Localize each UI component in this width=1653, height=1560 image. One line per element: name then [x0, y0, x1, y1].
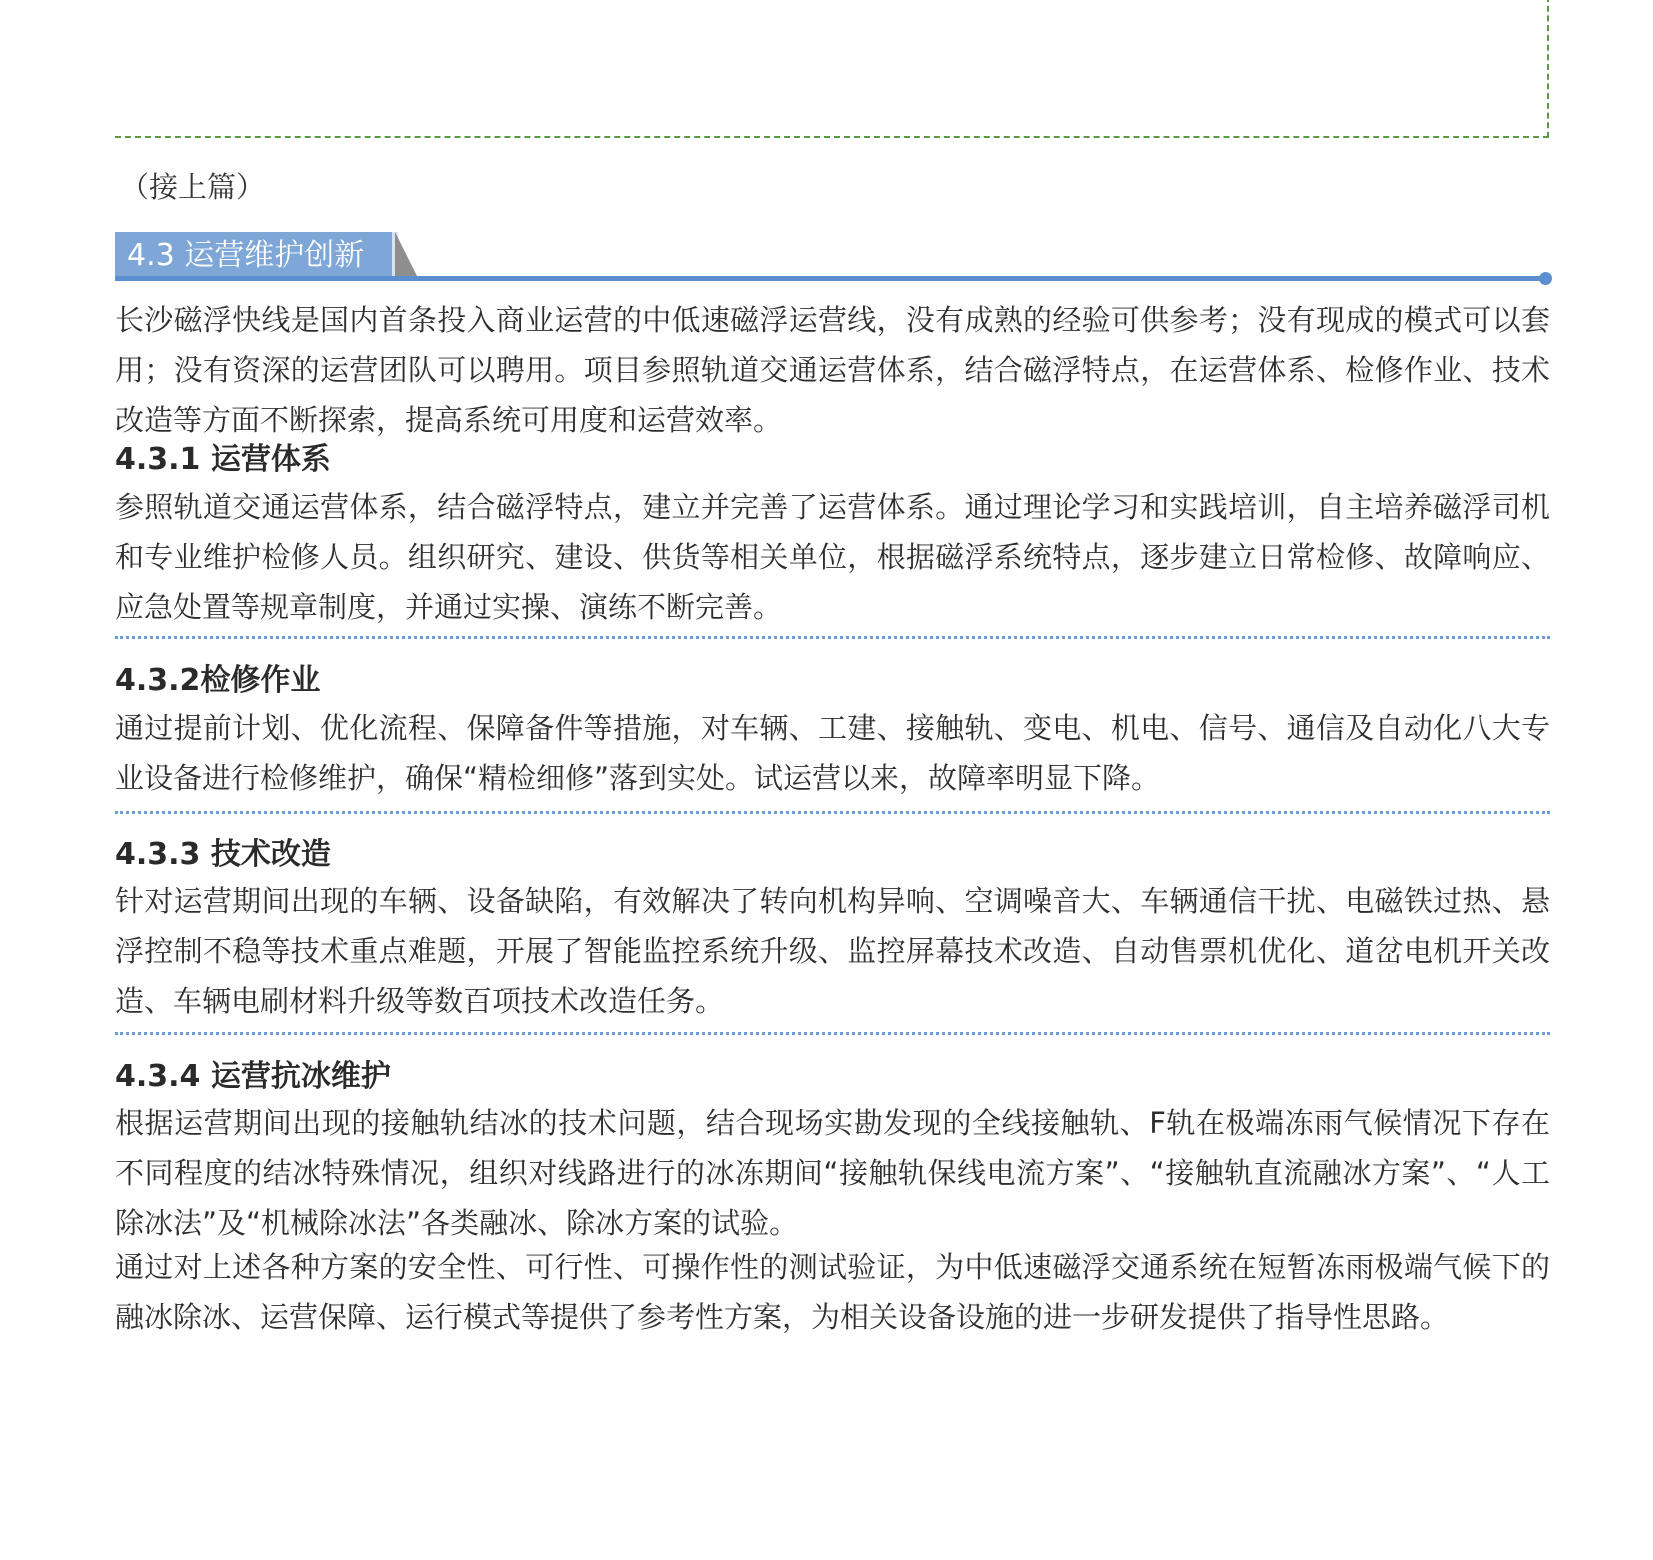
subsection-heading-anti-icing: 4.3.4 运营抗冰维护: [115, 1059, 391, 1094]
subsection-heading-maintenance: 4.3.2检修作业: [115, 663, 321, 698]
subsection-paragraph-technical-upgrades: 针对运营期间出现的车辆、设备缺陷，有效解决了转向机构异响、空调噪音大、车辆通信干扰、电磁铁过热、悬浮控制不稳等技术重点难题，开展了智能监控系统升级、监控屏幕技术改造、自动售票机优化、道岔电机开关改造、车辆电刷材料升级等数百项技术改造任务。: [115, 884, 1550, 1018]
section-divider: [115, 1032, 1550, 1035]
section-divider: [115, 636, 1550, 639]
section-title: 4.3 运营维护创新: [127, 238, 365, 273]
subsection-heading-technical-upgrades: 4.3.3 技术改造: [115, 837, 331, 872]
section-rule-dot: [1539, 272, 1552, 285]
section-divider: [115, 811, 1550, 814]
section-tab: [115, 232, 395, 280]
section-header: [115, 232, 1555, 284]
tab-fold-shadow: [395, 232, 419, 280]
subsection-paragraph-maintenance: 通过提前计划、优化流程、保障备件等措施，对车辆、工建、接触轨、变电、机电、信号、通信及自动化八大专业设备进行检修维护，确保“精检细修”落到实处。试运营以来，故障率明显下降。: [115, 711, 1550, 795]
previous-content-box: [115, 0, 1549, 138]
section-intro: 长沙磁浮快线是国内首条投入商业运营的中低速磁浮运营线，没有成熟的经验可供参考；没有现成的模式可以套用；没有资深的运营团队可以聘用。项目参照轨道交通运营体系，结合磁浮特点，在运营体系、检修作业、技术改造等方面不断探索，提高系统可用度和运营效率。: [115, 303, 1550, 437]
section-rule: [115, 276, 1543, 281]
subsection-heading-operations-system: 4.3.1 运营体系: [115, 442, 331, 477]
subsection-paragraph-anti-icing-1: 根据运营期间出现的接触轨结冰的技术问题，结合现场实勘发现的全线接触轨、F轨在极端冻雨气候情况下存在不同程度的结冰特殊情况，组织对线路进行的冰冻期间“接触轨保线电流方案”、“接触轨直流融冰方案”、“人工除冰法”及“机械除冰法”各类融冰、除冰方案的试验。: [115, 1106, 1550, 1240]
subsection-paragraph-anti-icing-2: 通过对上述各种方案的安全性、可行性、可操作性的测试验证，为中低速磁浮交通系统在短暂冻雨极端气候下的融冰除冰、运营保障、运行模式等提供了参考性方案，为相关设备设施的进一步研发提供了指导性思路。: [115, 1250, 1550, 1334]
subsection-paragraph-operations-system: 参照轨道交通运营体系，结合磁浮特点，建立并完善了运营体系。通过理论学习和实践培训，自主培养磁浮司机和专业维护检修人员。组织研究、建设、供货等相关单位，根据磁浮系统特点，逐步建立日常检修、故障响应、应急处置等规章制度，并通过实操、演练不断完善。: [115, 490, 1550, 624]
continued-label: （接上篇）: [120, 170, 266, 204]
